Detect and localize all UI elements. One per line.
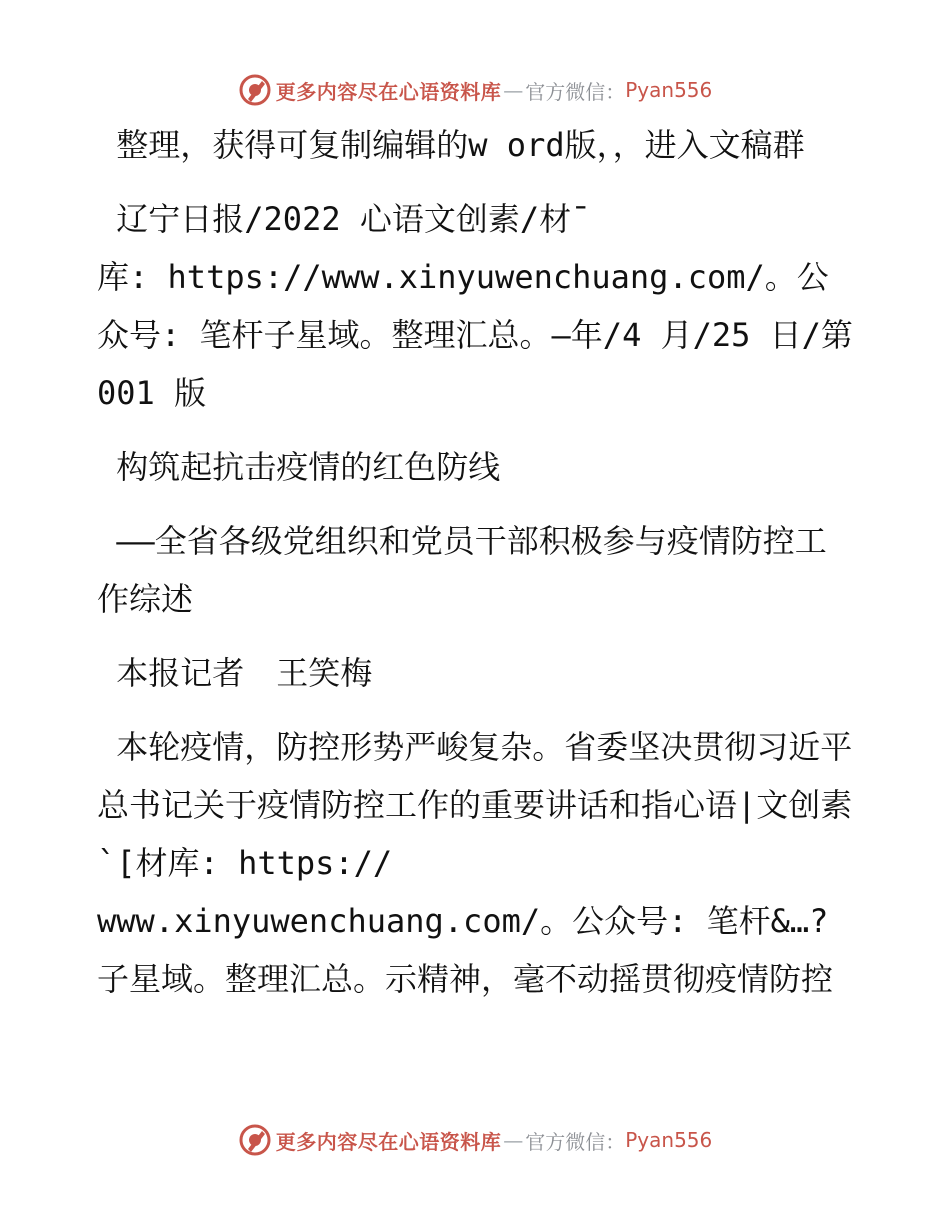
header-watermark-banner — [0, 70, 950, 110]
footer-watermark-banner — [0, 1120, 950, 1160]
article-subtitle: ——全省各级党组织和党员干部积极参与疫情防控工作综述 — [97, 522, 827, 618]
banner-main-text: 更多内容尽在心语资料库 — [275, 1129, 502, 1154]
article-body-paragraph: 本轮疫情，防控形势严峻复杂。省委坚决贯彻习近平总书记关于疫情防控工作的重要讲话和指心语|文创素`[材库: https:// www.xinyuwenchuang.com/。公众号: 笔杆&…?子星域。整理汇总。示精神，毫不动摇贯彻疫情防控 — [97, 728, 853, 998]
banner-main-text: 更多内容尽在心语资料库 — [275, 79, 502, 104]
banner-wechat-handle: Pyan556 — [625, 1128, 713, 1152]
document-body — [97, 116, 857, 1024]
article-byline: 本报记者 王笑梅 — [97, 654, 373, 692]
article-title: 构筑起抗击疫情的红色防线 — [97, 448, 501, 486]
banner-dash: — — [503, 1128, 524, 1152]
paragraph-source: 辽宁日报/2022 心语文创素/材¯ 库: https://www.xinyuwenchuang.com/。公众号: 笔杆子星域。整理汇总。—年/4 月/25 日/第 001 版 — [97, 200, 853, 412]
banner-official-label: 官方微信： — [525, 1129, 626, 1154]
pen-logo-icon — [238, 73, 272, 107]
banner-dash: — — [503, 78, 524, 102]
paragraph-intro: 整理，获得可复制编辑的w ord版，，进入文稿群 — [97, 126, 805, 164]
banner-official-label: 官方微信： — [525, 79, 626, 104]
pen-logo-icon — [238, 1123, 272, 1157]
banner-wechat-handle: Pyan556 — [625, 78, 713, 102]
